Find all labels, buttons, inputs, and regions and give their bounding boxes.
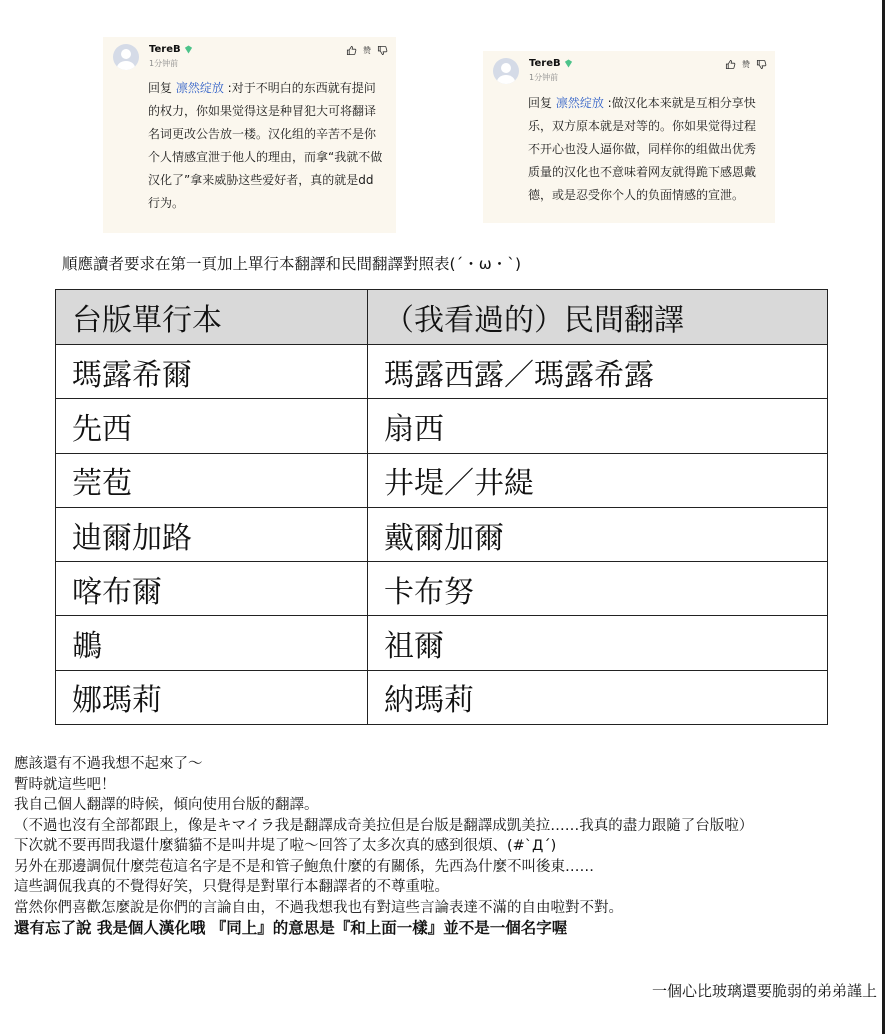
note-line: 另外在那邊調侃什麼莞苞這名字是不是和管子鮑魚什麼的有關係，先西為什麼不叫後東…… (14, 858, 594, 875)
user-name[interactable]: TereB (529, 58, 573, 69)
table-row (56, 561, 827, 615)
comment-actions (725, 59, 767, 70)
reply-prefix: 回复 (148, 81, 176, 95)
user-name[interactable]: TereB (149, 44, 193, 55)
table-row (56, 344, 827, 398)
avatar[interactable] (493, 58, 519, 84)
thumbs-up-icon[interactable] (725, 59, 736, 70)
reply-prefix: 回复 (528, 96, 556, 110)
comment-text: :做汉化本来就是互相分享快乐，双方原本就是对等的。你如果觉得过程不开心也没人逼你做，同样你的组做出优秀质量的汉化也不意味着网友就得跪下感恩戴德，或是忍受你个人的负面情感的宣泄。 (528, 96, 757, 202)
table-header-cell: 台版單行本 (56, 290, 368, 344)
like-label[interactable]: 赞 (742, 60, 750, 69)
table-header-row (56, 290, 827, 344)
table-cell: 瑪露希爾 (56, 345, 368, 398)
verified-badge-icon (184, 45, 193, 54)
comment-card-1 (103, 37, 396, 233)
notice-text: 順應讀者要求在第一頁加上單行本翻譯和民間翻譯對照表(´・ω・`) (62, 255, 522, 273)
table-row (56, 507, 827, 561)
comment-body (148, 77, 384, 215)
table-cell: 娜瑪莉 (56, 671, 368, 724)
table-cell: 卡布努 (384, 574, 474, 610)
table-cell: 迪爾加路 (56, 508, 368, 561)
table-header-cell: （我看過的）民間翻譯 (384, 303, 684, 338)
table-row (56, 398, 827, 452)
note-line: 下次就不要再問我還什麼貓貓不是叫井堤了啦～回答了太多次真的感到很煩、(#`Д´) (14, 838, 557, 854)
comment-text: :对于不明白的东西就有提问的权力，你如果觉得这是种冒犯大可将翻译名词更改公告放一楼。汉化组的辛苦不是你个人情感宣泄于他人的理由，而拿“我就不做汉化了”拿来威胁这些爱好者，真的就是dd行为。 (148, 81, 383, 210)
translation-table (55, 289, 828, 725)
table-row (56, 615, 827, 669)
signoff: 一個心比玻璃還要脆弱的弟弟謹上 (651, 982, 877, 1000)
mention-link[interactable]: 凛然绽放 (175, 81, 224, 95)
thumbs-up-icon[interactable] (346, 45, 357, 56)
comment-header (113, 42, 388, 70)
table-cell: 祖爾 (384, 629, 444, 665)
comment-time: 1分钟前 (149, 59, 179, 68)
table-cell: 莞苞 (56, 454, 368, 507)
table-cell: 喀布爾 (56, 562, 368, 615)
like-label[interactable]: 赞 (363, 46, 371, 55)
table-cell: 先西 (56, 399, 368, 452)
note-line: 這些調侃我真的不覺得好笑，只覺得是對單行本翻譯者的不尊重啦。 (14, 879, 449, 895)
verified-badge-icon (564, 59, 573, 68)
notes-block (14, 754, 874, 939)
thumbs-down-icon[interactable] (377, 45, 388, 56)
comment-actions (346, 45, 388, 56)
table-cell: 鶘 (56, 616, 368, 669)
note-line: 暫時就這些吧！ (14, 776, 116, 793)
table-cell: 井堤／井緹 (384, 466, 534, 502)
table-cell: 納瑪莉 (384, 683, 474, 719)
comment-card-2 (483, 51, 775, 223)
note-line: 我自己個人翻譯的時候，傾向使用台版的翻譯。 (14, 797, 319, 813)
note-line-bold: 還有忘了說 我是個人漢化哦 『同上』的意思是『和上面一樣』並不是一個名字喔 (14, 919, 568, 937)
table-cell: 戴爾加爾 (384, 520, 504, 556)
table-cell: 瑪露西露／瑪露希露 (384, 357, 654, 393)
note-line: 當然你們喜歡怎麼說是你們的言論自由，不過我想我也有對這些言論表達不滿的自由啦對不對。 (14, 899, 623, 916)
mention-link[interactable]: 凛然绽放 (555, 96, 604, 110)
comment-time: 1分钟前 (529, 73, 559, 82)
thumbs-down-icon[interactable] (756, 59, 767, 70)
table-row (56, 453, 827, 507)
comment-body (528, 92, 763, 207)
table-row (56, 670, 827, 724)
comment-header (493, 56, 767, 84)
note-line: 應該還有不過我想不起來了～ (14, 756, 203, 772)
table-cell: 扇西 (384, 411, 444, 447)
avatar[interactable] (113, 44, 139, 70)
note-line: （不過也沒有全部都跟上，像是キマイラ我是翻譯成奇美拉但是台版是翻譯成凱美拉……我真的盡力跟隨了台版啦） (14, 817, 754, 834)
